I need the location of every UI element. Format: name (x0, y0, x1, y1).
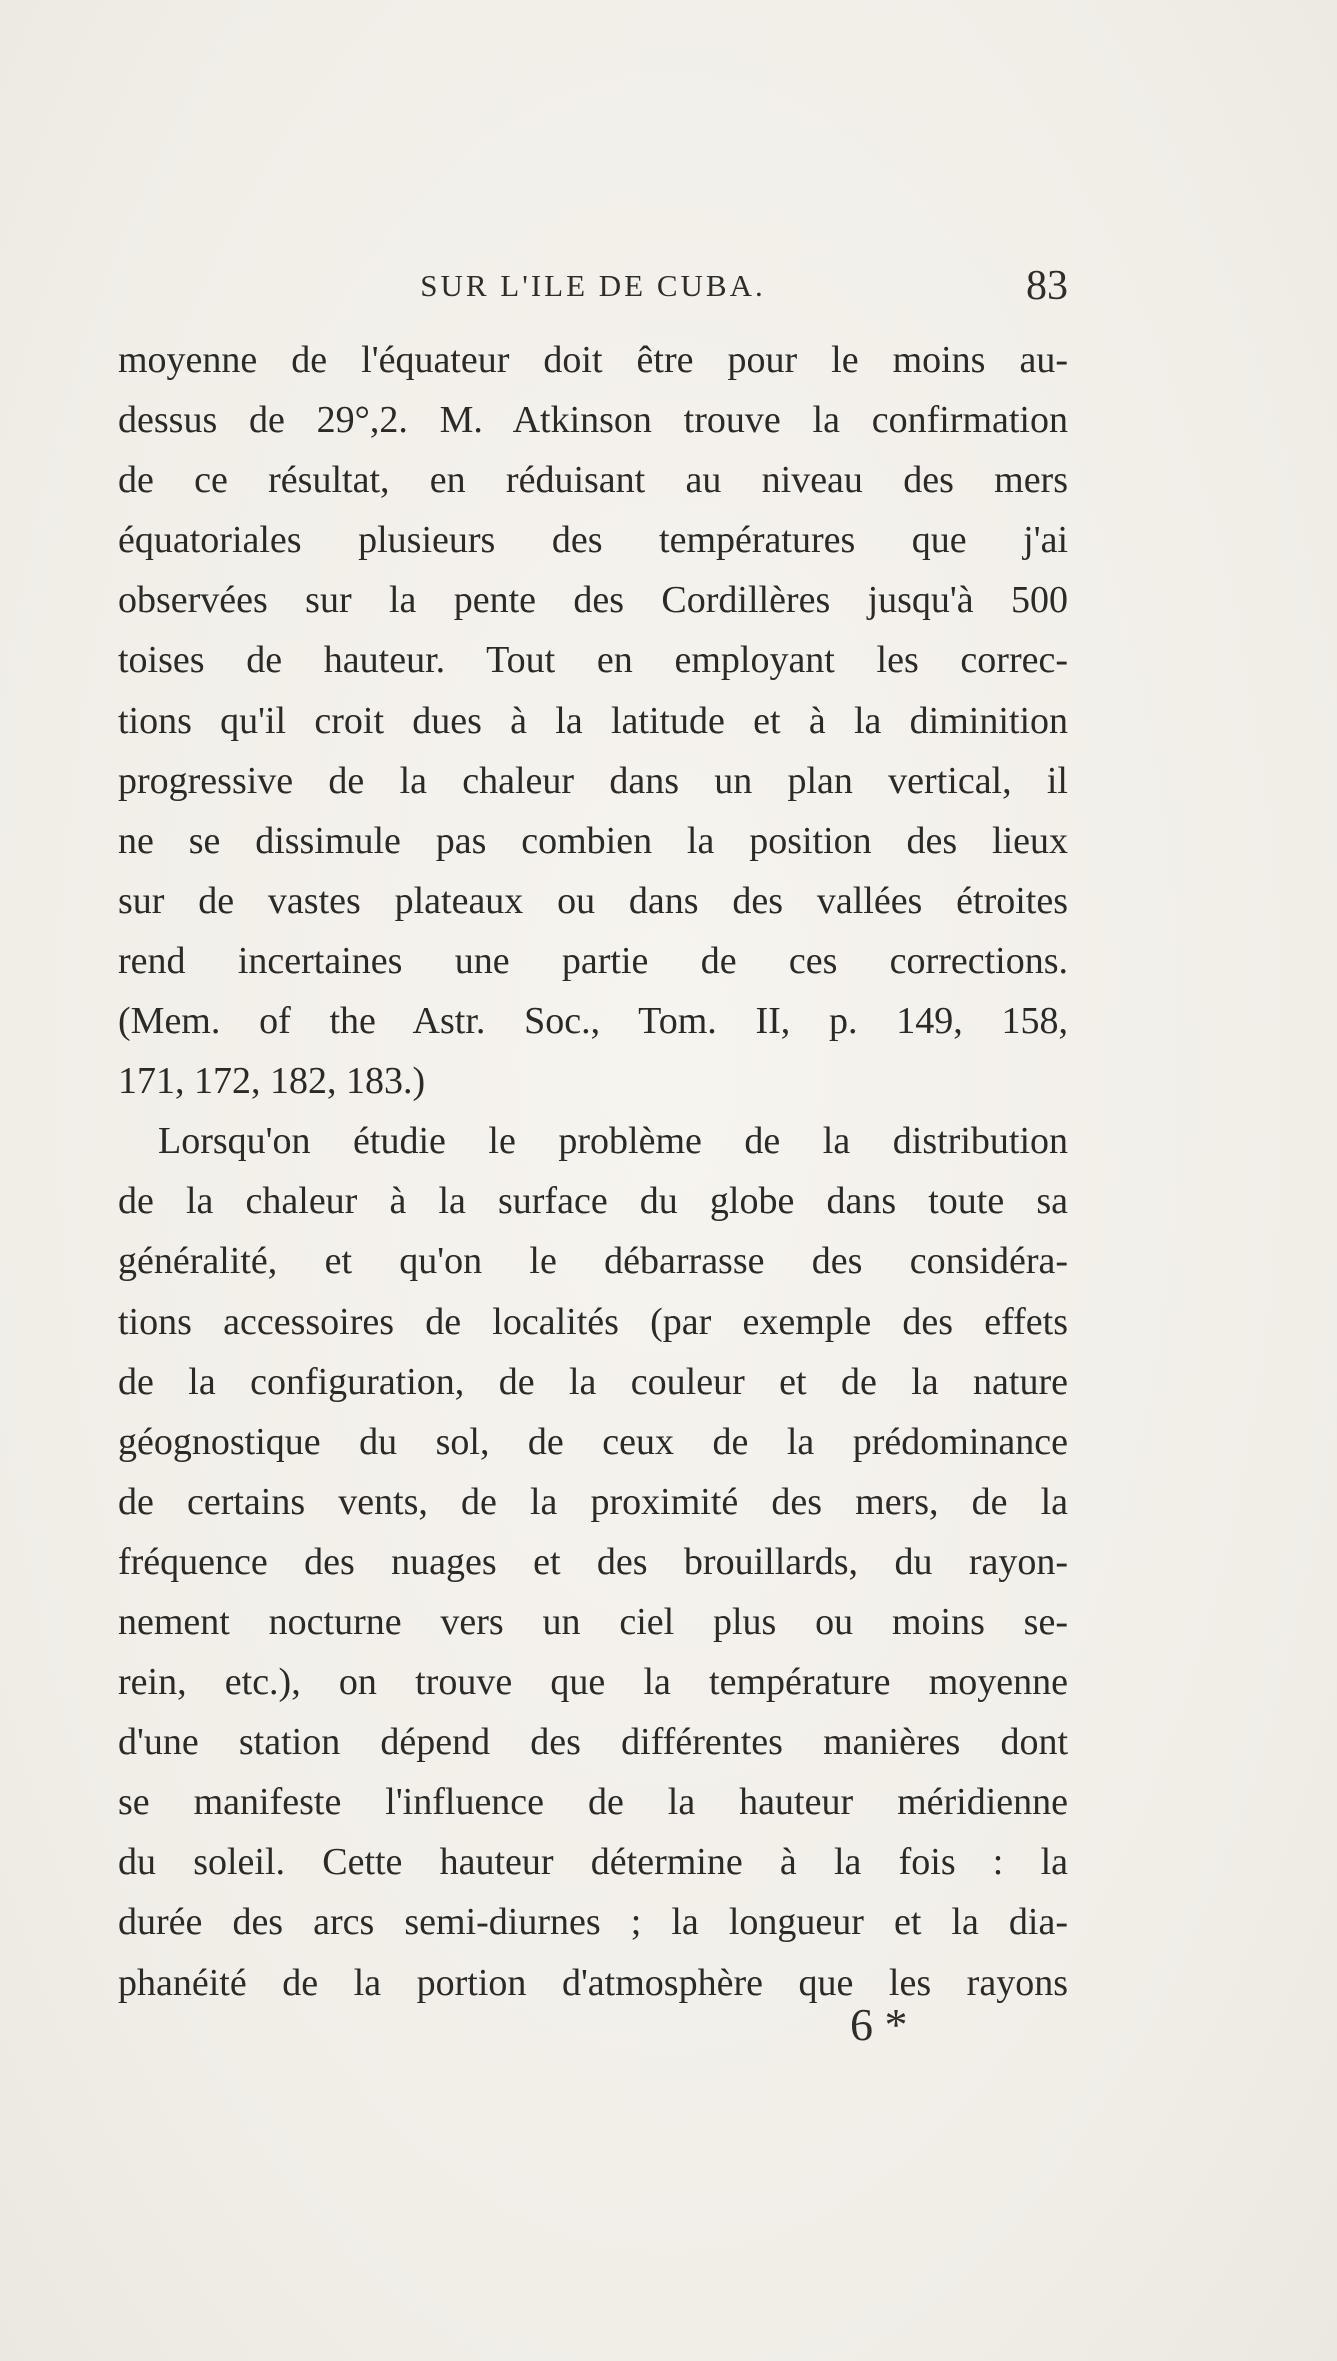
text-line: de ce résultat, en réduisant au niveau des mers (118, 459, 1068, 502)
text-line: se manifeste l'influence de la hauteur méridienne (118, 1781, 1068, 1824)
text-line: géognostique du sol, de ceux de la prédominance (118, 1420, 1068, 1463)
text-line: fréquence des nuages et des brouillards, du rayon- (118, 1540, 1068, 1583)
text-line: équatoriales plusieurs des températures que j'ai (118, 519, 1068, 562)
text-line: durée des arcs semi-diurnes ; la longueur et la dia- (118, 1901, 1068, 1944)
text-line: sur de vastes plateaux ou dans des vallées étroites (118, 879, 1068, 922)
text-line: rein, etc.), on trouve que la température moyenne (118, 1661, 1068, 1704)
running-head: SUR L'ILE DE CUBA. (420, 268, 766, 303)
text-line: phanéité de la portion d'atmosphère que les rayons (118, 1961, 1068, 2004)
text-line: toises de hauteur. Tout en employant les correc- (118, 639, 1068, 682)
text-line: Lorsqu'on étudie le problème de la distribution (158, 1120, 1068, 1163)
text-line: dessus de 29°,2. M. Atkinson trouve la confirmation (118, 399, 1068, 442)
text-line: de la chaleur à la surface du globe dans toute sa (118, 1180, 1068, 1223)
text-line: tions qu'il croit dues à la latitude et à la diminition (118, 699, 1068, 742)
text-line: observées sur la pente des Cordillères jusqu'à 500 (118, 579, 1068, 622)
text-line: de la configuration, de la couleur et de la nature (118, 1360, 1068, 1403)
text-line: ne se dissimule pas combien la position des lieux (118, 819, 1068, 862)
text-line: d'une station dépend des différentes manières dont (118, 1721, 1068, 1764)
text-line: tions accessoires de localités (par exemple des effets (118, 1300, 1068, 1343)
text-line: progressive de la chaleur dans un plan vertical, il (118, 759, 1068, 802)
text-line: de certains vents, de la proximité des mers, de la (118, 1480, 1068, 1523)
text-line: généralité, et qu'on le débarrasse des considéra- (118, 1240, 1068, 1283)
text-line: (Mem. of the Astr. Soc., Tom. II, p. 149, 158, (118, 1000, 1068, 1043)
body-text (118, 330, 1068, 2013)
text-line: moyenne de l'équateur doit être pour le moins au- (118, 339, 1068, 381)
signature-mark: 6 * (850, 1999, 908, 2050)
text-line: nement nocturne vers un ciel plus ou moins se- (118, 1600, 1068, 1643)
text-line: du soleil. Cette hauteur détermine à la fois : la (118, 1841, 1068, 1884)
text-line: rend incertaines une partie de ces corrections. (118, 939, 1068, 982)
page-number: 83 (1026, 263, 1068, 309)
text-line: 171, 172, 182, 183.) (118, 1060, 426, 1103)
page-header (118, 263, 1068, 318)
